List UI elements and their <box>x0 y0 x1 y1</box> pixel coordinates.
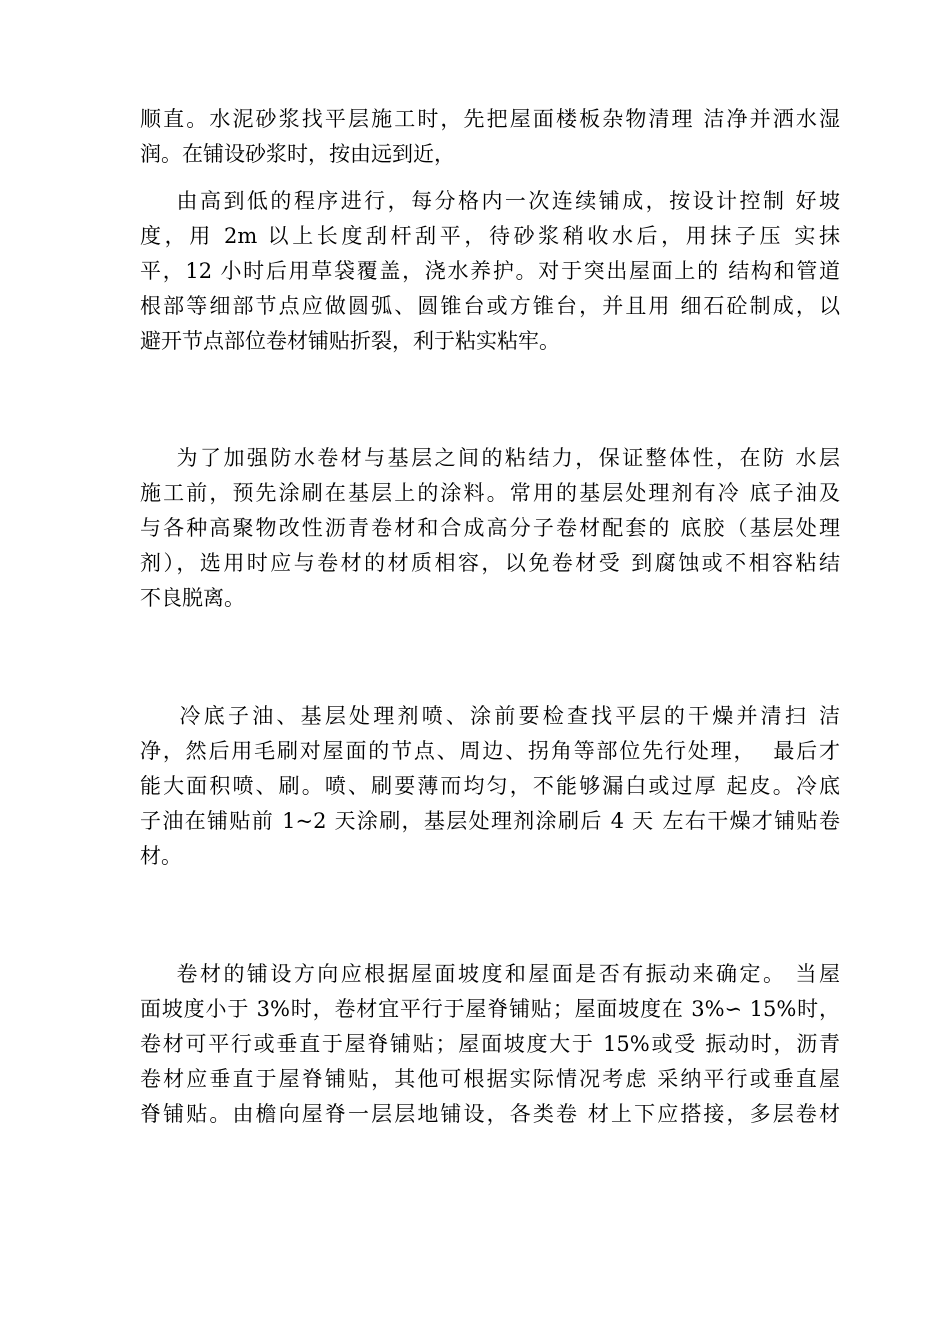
paragraph-line: 净，然后用毛刷对屋面的节点、周边、拐角等部位先行处理， 最后才 <box>140 739 840 763</box>
paragraph-line: 由高到低的程序进行，每分格内一次连续铺成，按设计控制 好坡 <box>140 189 840 213</box>
paragraph-line: 脊铺贴。由檐向屋脊一层层地铺设，各类卷 材上下应搭接，多层卷材 <box>140 1102 840 1126</box>
paragraph-line: 卷材应垂直于屋脊铺贴，其他可根据实际情况考虑 采纳平行或垂直屋 <box>140 1067 840 1091</box>
paragraph-line: 卷材可平行或垂直于屋脊铺贴；屋面坡度大于 15%或受 振动时，沥青 <box>140 1032 840 1056</box>
paragraph-line: 材。 <box>140 844 182 868</box>
paragraph-1 <box>140 102 840 172</box>
paragraph-line: 卷材的铺设方向应根据屋面坡度和屋面是否有振动来确定。 当屋 <box>140 962 840 986</box>
paragraph-line: 剂），选用时应与卷材的材质相容，以免卷材受 到腐蚀或不相容粘结 <box>140 551 840 575</box>
paragraph-line: 避开节点部位卷材铺贴折裂，利于粘实粘牢。 <box>140 329 560 353</box>
paragraph-line: 度，用 2m 以上长度刮杆刮平，待砂浆稍收水后，用抹子压 实抹 <box>140 224 840 248</box>
paragraph-line: 面坡度小于 3%时，卷材宜平行于屋脊铺贴；屋面坡度在 3%∽ 15%时， <box>140 997 840 1021</box>
paragraph-4 <box>140 699 840 874</box>
paragraph-3 <box>140 441 840 616</box>
paragraph-5 <box>140 957 840 1132</box>
paragraph-line: 根部等细部节点应做圆弧、圆锥台或方锥台，并且用 细石砼制成，以 <box>140 294 840 318</box>
paragraph-line: 能大面积喷、刷。喷、刷要薄而均匀，不能够漏白或过厚 起皮。冷底 <box>140 774 840 798</box>
paragraph-line: 施工前，预先涂刷在基层上的涂料。常用的基层处理剂有冷 底子油及 <box>140 481 840 505</box>
paragraph-line: 为了加强防水卷材与基层之间的粘结力，保证整体性，在防 水层 <box>140 446 840 470</box>
paragraph-line: 子油在铺贴前 1~2 天涂刷，基层处理剂涂刷后 4 天 左右干燥才铺贴卷 <box>140 809 840 833</box>
paragraph-line: 冷底子油、基层处理剂喷、涂前要检查找平层的干燥并清扫 洁 <box>140 704 840 728</box>
paragraph-line: 平，12 小时后用草袋覆盖，浇水养护。对于突出屋面上的 结构和管道 <box>140 259 840 283</box>
paragraph-line: 顺直。水泥砂浆找平层施工时，先把屋面楼板杂物清理 洁净并洒水湿 <box>140 107 840 131</box>
paragraph-2 <box>140 184 840 359</box>
paragraph-line: 不良脱离。 <box>140 586 245 610</box>
paragraph-line: 与各种高聚物改性沥青卷材和合成高分子卷材配套的 底胶（基层处理 <box>140 516 840 540</box>
paragraph-line: 润。在铺设砂浆时，按由远到近， <box>140 142 455 166</box>
